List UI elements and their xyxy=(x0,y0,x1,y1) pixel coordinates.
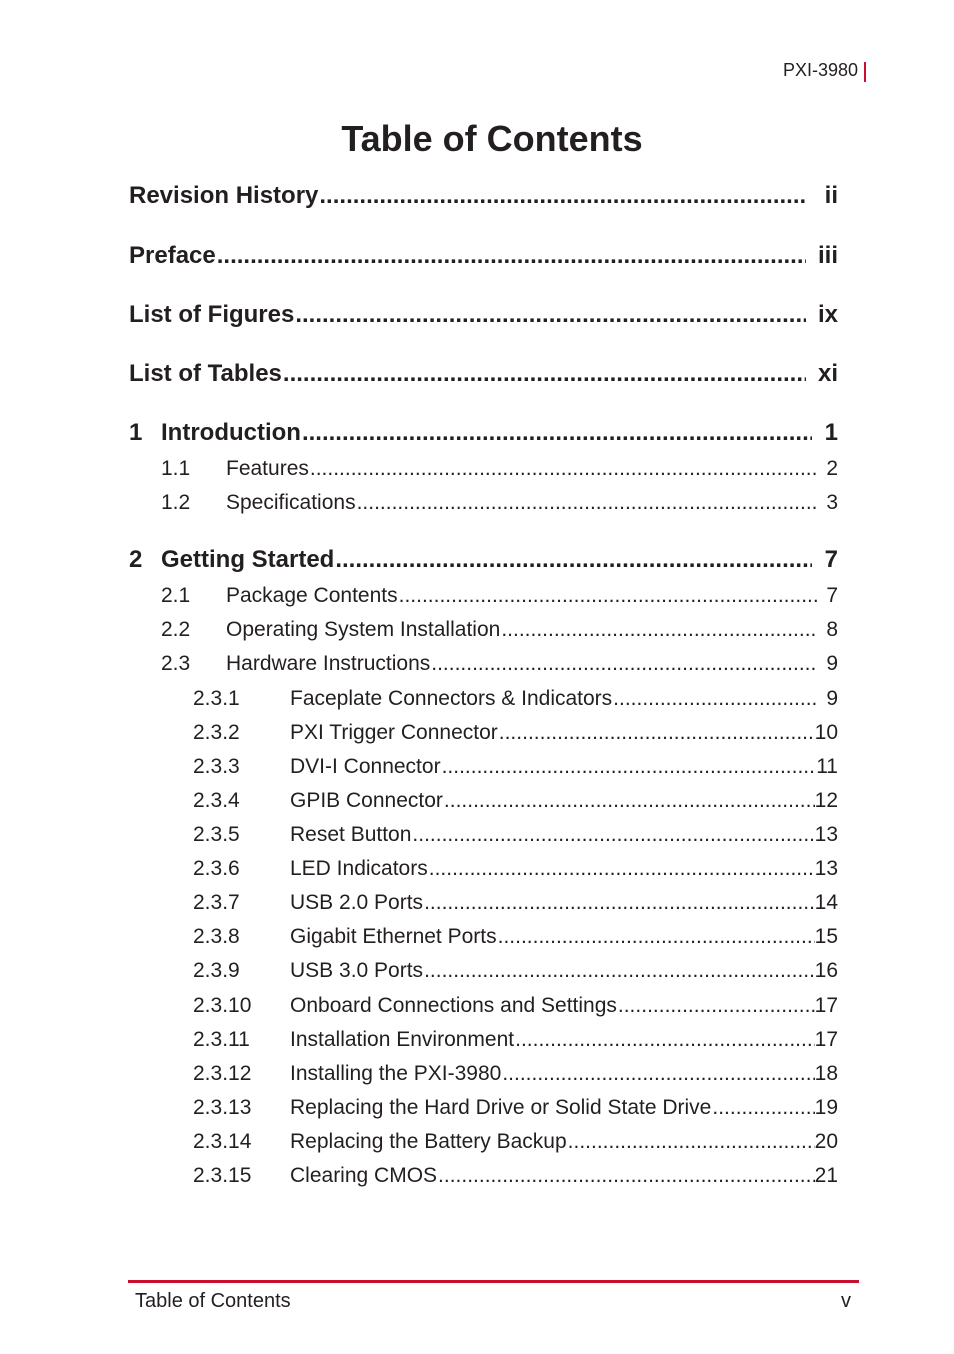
toc-entry-page: 14 xyxy=(814,891,838,914)
toc-leader-dots xyxy=(438,1164,815,1188)
toc-chapter-number: 1 xyxy=(129,419,143,446)
toc-subsection[interactable] xyxy=(193,721,838,745)
toc-entry-page: 2 xyxy=(826,457,838,480)
toc-section-number: 2.1 xyxy=(161,584,191,607)
toc-chapter-introduction[interactable] xyxy=(129,419,838,447)
toc-subsection-number: 2.3.2 xyxy=(193,721,240,744)
toc-leader-dots xyxy=(217,242,806,270)
toc-subsection-number: 2.3.5 xyxy=(193,823,240,846)
toc-entry-revision-history[interactable] xyxy=(129,182,838,210)
toc-leader-dots xyxy=(357,491,818,515)
toc-subsection[interactable] xyxy=(193,1164,838,1188)
toc-leader-dots xyxy=(515,1028,815,1052)
toc-leader-dots xyxy=(302,419,812,447)
toc-entry-label: Preface xyxy=(129,242,216,269)
toc-entry-label: Revision History xyxy=(129,182,319,209)
toc-leader-dots xyxy=(501,618,818,642)
toc-leader-dots xyxy=(499,721,815,745)
header-product-name: PXI-3980 xyxy=(782,60,858,80)
toc-subsection-number: 2.3.10 xyxy=(193,994,252,1017)
toc-section-number: 2.2 xyxy=(161,618,191,641)
toc-entry-page: 1 xyxy=(824,419,838,446)
toc-subsection-number: 2.3.3 xyxy=(193,755,240,778)
footer-section-title: Table of Contents xyxy=(135,1290,291,1312)
toc-section-number: 1.2 xyxy=(161,491,191,514)
toc-entry-label: PXI Trigger Connector xyxy=(290,721,498,744)
toc-entry-page: 18 xyxy=(814,1062,838,1085)
toc-subsection[interactable] xyxy=(193,755,838,779)
toc-subsection[interactable] xyxy=(193,823,838,847)
toc-section-specifications[interactable] xyxy=(161,491,838,515)
toc-entry-page: 9 xyxy=(826,687,838,710)
toc-subsection[interactable] xyxy=(193,891,838,915)
toc-subsection-number: 2.3.8 xyxy=(193,925,240,948)
toc-entry-page: 3 xyxy=(826,491,838,514)
toc-entry-label: Installing the PXI-3980 xyxy=(290,1062,502,1085)
toc-entry-page: 13 xyxy=(814,823,838,846)
toc-entry-label: Replacing the Hard Drive or Solid State Drive xyxy=(290,1096,712,1119)
toc-entry-label: Specifications xyxy=(226,491,356,514)
toc-leader-dots xyxy=(319,182,806,210)
toc-entry-page: 7 xyxy=(824,546,838,573)
toc-subsection[interactable] xyxy=(193,959,838,983)
toc-entry-label: Replacing the Battery Backup xyxy=(290,1130,567,1153)
toc-entry-label: Package Contents xyxy=(226,584,398,607)
toc-chapter-getting-started[interactable] xyxy=(129,546,838,574)
toc-entry-page: 13 xyxy=(814,857,838,880)
toc-section-number: 2.3 xyxy=(161,652,191,675)
toc-leader-dots xyxy=(310,457,818,481)
toc-section-number: 1.1 xyxy=(161,457,191,480)
toc-entry-label: Hardware Instructions xyxy=(226,652,431,675)
toc-entry-label: GPIB Connector xyxy=(290,789,443,812)
toc-subsection-number: 2.3.14 xyxy=(193,1130,252,1153)
toc-subsection-number: 2.3.15 xyxy=(193,1164,252,1187)
toc-entry-label: Reset Button xyxy=(290,823,412,846)
toc-leader-dots xyxy=(444,789,815,813)
toc-entry-label: DVI-I Connector xyxy=(290,755,441,778)
toc-leader-dots xyxy=(442,755,817,779)
toc-leader-dots xyxy=(429,857,815,881)
toc-chapter-number: 2 xyxy=(129,546,143,573)
toc-leader-dots xyxy=(431,652,818,676)
toc-leader-dots xyxy=(424,959,815,983)
toc-subsection[interactable] xyxy=(193,1062,838,1086)
toc-entry-label: USB 2.0 Ports xyxy=(290,891,424,914)
toc-subsection-number: 2.3.7 xyxy=(193,891,240,914)
toc-entry-label: LED Indicators xyxy=(290,857,428,880)
toc-entry-label: Clearing CMOS xyxy=(290,1164,438,1187)
toc-subsection[interactable] xyxy=(193,1028,838,1052)
toc-entry-label: Onboard Connections and Settings xyxy=(290,994,617,1017)
toc-entry-label: Operating System Installation xyxy=(226,618,501,641)
toc-leader-dots xyxy=(502,1062,814,1086)
toc-entry-list-of-figures[interactable] xyxy=(129,301,838,329)
toc-entry-label: Getting Started xyxy=(161,546,335,573)
toc-leader-dots xyxy=(412,823,814,847)
toc-subsection[interactable] xyxy=(193,789,838,813)
toc-entry-page: 15 xyxy=(814,925,838,948)
toc-entry-label: USB 3.0 Ports xyxy=(290,959,424,982)
toc-subsection[interactable] xyxy=(193,1130,838,1154)
toc-entry-page: 12 xyxy=(814,789,838,812)
toc-entry-page: ix xyxy=(817,301,838,328)
toc-subsection-number: 2.3.6 xyxy=(193,857,240,880)
toc-leader-dots xyxy=(568,1130,815,1154)
toc-subsection[interactable] xyxy=(193,994,838,1018)
toc-subsection-number: 2.3.4 xyxy=(193,789,240,812)
toc-subsection-number: 2.3.11 xyxy=(193,1028,250,1051)
toc-leader-dots xyxy=(295,301,806,329)
header-accent-bar xyxy=(864,62,866,82)
toc-subsection-number: 2.3.13 xyxy=(193,1096,252,1119)
toc-entry-page: 21 xyxy=(814,1164,838,1187)
toc-subsection[interactable] xyxy=(193,857,838,881)
toc-entry-list-of-tables[interactable] xyxy=(129,360,838,388)
toc-subsection-number: 2.3.12 xyxy=(193,1062,252,1085)
toc-entry-page: 9 xyxy=(826,652,838,675)
toc-entry-preface[interactable] xyxy=(129,242,838,270)
page-title: Table of Contents xyxy=(341,118,643,159)
toc-leader-dots xyxy=(283,360,806,388)
toc-entry-page: 19 xyxy=(814,1096,838,1119)
toc-subsection[interactable] xyxy=(193,1096,838,1120)
toc-entry-label: Features xyxy=(226,457,309,480)
toc-entry-page: 11 xyxy=(816,755,838,778)
toc-entry-page: 10 xyxy=(814,721,838,744)
toc-entry-page: 8 xyxy=(826,618,838,641)
footer-rule xyxy=(128,1280,859,1283)
toc-entry-page: 17 xyxy=(814,994,838,1017)
toc-entry-label: Faceplate Connectors & Indicators xyxy=(290,687,613,710)
toc-entry-page: 7 xyxy=(826,584,838,607)
toc-section-package-contents[interactable] xyxy=(161,584,838,608)
toc-subsection[interactable] xyxy=(193,687,838,711)
toc-entry-page: ii xyxy=(824,182,838,209)
toc-leader-dots xyxy=(424,891,815,915)
toc-entry-label: Gigabit Ethernet Ports xyxy=(290,925,497,948)
toc-leader-dots xyxy=(712,1096,814,1120)
toc-leader-dots xyxy=(618,994,815,1018)
toc-entry-label: Installation Environment xyxy=(290,1028,515,1051)
toc-section-hardware-instructions[interactable] xyxy=(161,652,838,676)
toc-entry-page: iii xyxy=(817,242,838,269)
toc-leader-dots xyxy=(613,687,818,711)
toc-subsection-number: 2.3.9 xyxy=(193,959,240,982)
toc-leader-dots xyxy=(399,584,818,608)
toc-entry-page: xi xyxy=(817,360,838,387)
toc-entry-page: 17 xyxy=(814,1028,838,1051)
toc-entry-label: List of Figures xyxy=(129,301,295,328)
toc-leader-dots xyxy=(498,925,815,949)
toc-section-os-installation[interactable] xyxy=(161,618,838,642)
toc-entry-page: 16 xyxy=(814,959,838,982)
toc-subsection[interactable] xyxy=(193,925,838,949)
toc-leader-dots xyxy=(335,546,812,574)
toc-entry-page: 20 xyxy=(814,1130,838,1153)
toc-entry-label: List of Tables xyxy=(129,360,282,387)
footer-page-number: v xyxy=(841,1290,851,1312)
toc-subsection-number: 2.3.1 xyxy=(193,687,240,710)
toc-entry-label: Introduction xyxy=(161,419,301,446)
toc-section-features[interactable] xyxy=(161,457,838,481)
